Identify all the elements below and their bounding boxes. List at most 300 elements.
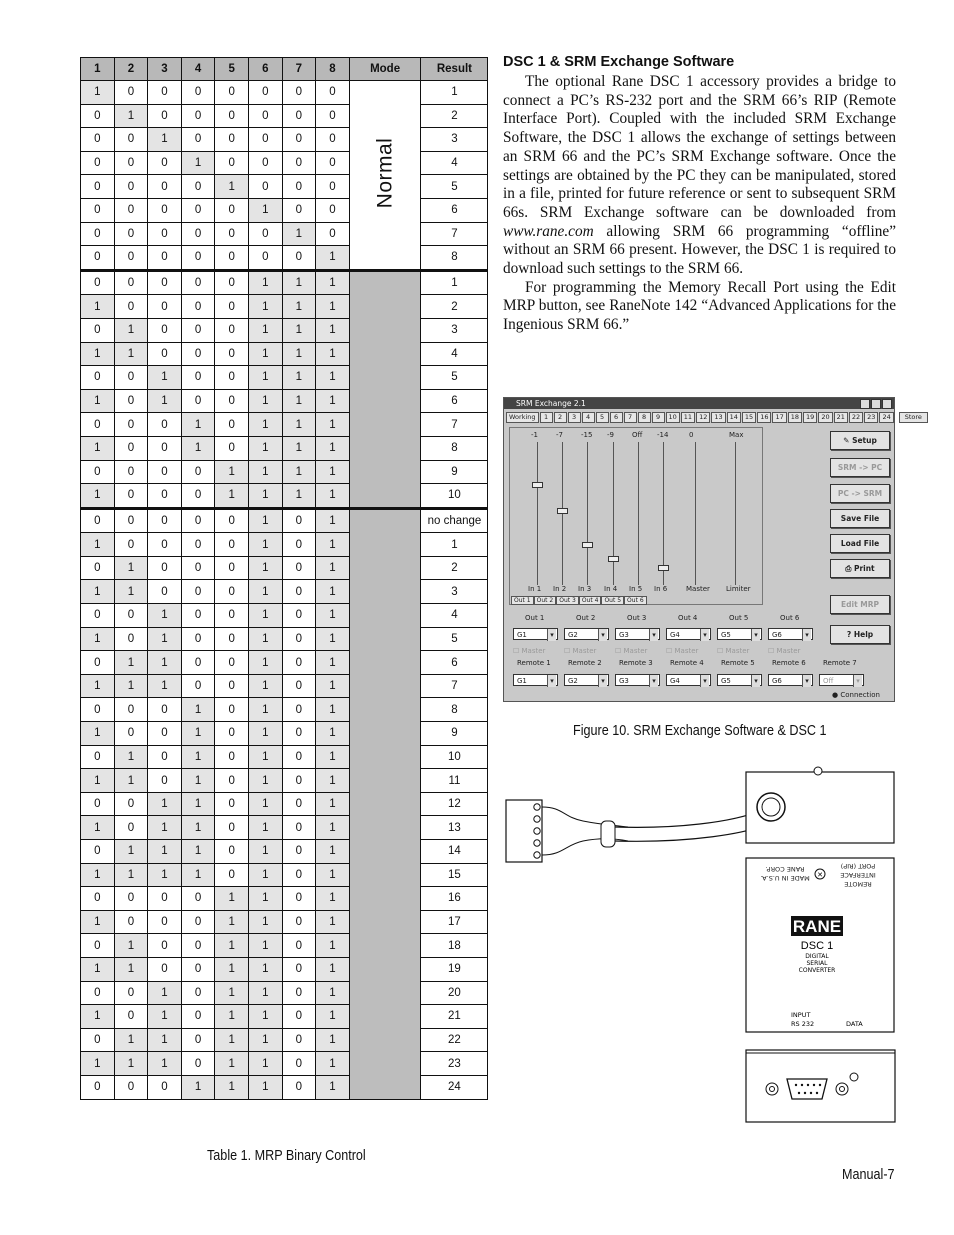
bit-cell: 1	[215, 484, 249, 509]
bit-cell: 1	[316, 745, 350, 769]
bit-cell: 0	[81, 222, 115, 246]
bit-cell: 0	[282, 1052, 316, 1076]
table-row	[81, 840, 488, 864]
column-header: 8	[316, 58, 350, 81]
result-cell: 6	[421, 389, 488, 413]
bit-cell: 1	[181, 863, 215, 887]
bit-cell: 0	[81, 104, 115, 128]
srm-to-pc-button[interactable]: SRM -> PC	[830, 458, 890, 477]
bit-cell: 0	[215, 198, 249, 222]
bit-cell: 1	[248, 366, 282, 390]
bit-cell: 0	[148, 342, 182, 366]
master-checkbox[interactable]: ☐ Master	[717, 647, 750, 655]
bit-cell: 1	[248, 295, 282, 319]
bit-cell: 0	[282, 198, 316, 222]
memory-tab[interactable]: 10	[666, 412, 680, 423]
master-checkbox[interactable]: ☐ Master	[564, 647, 597, 655]
save-file-button[interactable]: Save File	[830, 509, 890, 528]
bit-cell: 1	[248, 198, 282, 222]
interface-text: INTERFACE	[840, 871, 876, 879]
bit-cell: 1	[248, 604, 282, 628]
bit-cell: 0	[114, 270, 148, 295]
mode-cell	[349, 81, 421, 271]
fader-value: -14	[657, 431, 669, 439]
bit-cell: 0	[282, 816, 316, 840]
output-tab[interactable]: Out 2	[534, 596, 557, 605]
bit-cell: 0	[81, 151, 115, 175]
bit-cell: 1	[114, 863, 148, 887]
memory-tab[interactable]: 2	[554, 412, 567, 423]
bit-cell: 1	[248, 722, 282, 746]
result-cell: 16	[421, 887, 488, 911]
output-tab[interactable]: Out 3	[556, 596, 579, 605]
remote-group-select[interactable]: G6 ▾	[768, 674, 813, 686]
bit-cell: 1	[81, 863, 115, 887]
table-row	[81, 863, 488, 887]
output-group-select[interactable]: G5 ▾	[717, 628, 762, 640]
bit-cell: 0	[215, 508, 249, 533]
bit-cell: 1	[114, 840, 148, 864]
bit-cell: 0	[181, 910, 215, 934]
bit-cell: 0	[181, 198, 215, 222]
bit-cell: 1	[248, 957, 282, 981]
bit-cell: 1	[316, 246, 350, 271]
bit-cell: 1	[181, 151, 215, 175]
table-row	[81, 413, 488, 437]
bit-cell: 0	[181, 627, 215, 651]
rane-website-link[interactable]: www.rane.com	[503, 222, 594, 240]
result-cell: no change	[421, 508, 488, 533]
bit-cell: 1	[215, 1075, 249, 1099]
bit-cell: 0	[282, 1028, 316, 1052]
memory-tab[interactable]: 3	[568, 412, 581, 423]
memory-tab[interactable]: 9	[652, 412, 665, 423]
fader-knob[interactable]	[582, 542, 593, 548]
remote-group-select[interactable]: G4 ▾	[666, 674, 711, 686]
page-number: Manual-7	[842, 1166, 895, 1183]
bit-cell: 0	[215, 745, 249, 769]
bit-cell: 0	[282, 128, 316, 152]
table-row	[81, 295, 488, 319]
load-file-button[interactable]: Load File	[830, 534, 890, 553]
bit-cell: 1	[316, 1028, 350, 1052]
bit-cell: 1	[81, 295, 115, 319]
bit-cell: 0	[81, 792, 115, 816]
desc-line-3: CONVERTER	[798, 967, 836, 974]
fader-knob[interactable]	[557, 508, 568, 514]
print-button[interactable]	[830, 559, 890, 578]
fader-knob[interactable]	[608, 556, 619, 562]
minimize-icon[interactable]	[860, 399, 870, 409]
result-cell: 14	[421, 840, 488, 864]
bit-cell: 1	[148, 816, 182, 840]
memory-tab[interactable]: 4	[582, 412, 595, 423]
table-row	[81, 698, 488, 722]
remote-group-select[interactable]: G2 ▾	[564, 674, 609, 686]
output-tab[interactable]: Out 5	[601, 596, 624, 605]
output-label: Out 1	[525, 614, 545, 622]
bit-cell: 1	[114, 318, 148, 342]
bit-cell: 1	[148, 366, 182, 390]
column-header: 1	[81, 58, 115, 81]
pc-to-srm-button[interactable]: PC -> SRM	[830, 484, 890, 503]
bit-cell: 1	[248, 508, 282, 533]
table-row	[81, 81, 488, 105]
made-in-usa-text: MADE IN U.S.A.	[760, 874, 810, 882]
fader-value: -9	[607, 431, 614, 439]
bit-cell: 0	[81, 604, 115, 628]
bit-cell: 0	[81, 413, 115, 437]
memory-tab[interactable]: 19	[803, 412, 817, 423]
memory-tab[interactable]: 22	[849, 412, 863, 423]
remote-label: Remote 6	[772, 659, 806, 667]
bit-cell: 1	[148, 651, 182, 675]
master-checkbox[interactable]: ☐ Master	[513, 647, 546, 655]
bit-cell: 0	[114, 1075, 148, 1099]
bit-cell: 1	[248, 389, 282, 413]
remote-group-select[interactable]: Off ▾	[819, 674, 864, 686]
mode-cell	[349, 270, 421, 508]
remote-group-select[interactable]: G5 ▾	[717, 674, 762, 686]
bit-cell: 0	[181, 651, 215, 675]
bit-cell: 0	[215, 792, 249, 816]
result-cell: 20	[421, 981, 488, 1005]
table-row	[81, 627, 488, 651]
help-button[interactable]	[830, 625, 890, 644]
fader-value: Max	[729, 431, 744, 439]
fader-knob[interactable]	[532, 482, 543, 488]
bit-cell: 0	[148, 556, 182, 580]
rs232-label: RS 232	[791, 1020, 815, 1028]
bit-cell: 0	[81, 198, 115, 222]
bit-cell: 1	[282, 366, 316, 390]
maximize-icon[interactable]	[871, 399, 881, 409]
column-header: 6	[248, 58, 282, 81]
bit-cell: 0	[148, 81, 182, 105]
memory-tab[interactable]: 1	[540, 412, 553, 423]
bit-cell: 0	[282, 175, 316, 199]
output-group-select[interactable]: G3 ▾	[615, 628, 660, 640]
bit-cell: 0	[114, 389, 148, 413]
bit-cell: 0	[248, 104, 282, 128]
bit-cell: 0	[215, 295, 249, 319]
bit-cell: 1	[248, 1028, 282, 1052]
bit-cell: 0	[248, 81, 282, 105]
memory-tab[interactable]: 23	[864, 412, 878, 423]
memory-tab[interactable]: 5	[596, 412, 609, 423]
fader-value: -1	[531, 431, 538, 439]
table-row	[81, 389, 488, 413]
bit-cell: 0	[248, 246, 282, 271]
bit-cell: 0	[215, 81, 249, 105]
data-label: DATA	[846, 1020, 863, 1028]
bit-cell: 1	[316, 484, 350, 509]
bit-cell: 0	[215, 366, 249, 390]
bit-cell: 1	[248, 342, 282, 366]
master-checkbox[interactable]: ☐ Master	[666, 647, 699, 655]
bit-cell: 0	[316, 198, 350, 222]
bit-cell: 0	[181, 484, 215, 509]
table-row	[81, 104, 488, 128]
bit-cell: 1	[114, 957, 148, 981]
memory-tab[interactable]: 8	[638, 412, 651, 423]
bit-cell: 0	[215, 651, 249, 675]
memory-tab[interactable]: 16	[757, 412, 771, 423]
table-row	[81, 1052, 488, 1076]
table-row	[81, 981, 488, 1005]
result-cell: 17	[421, 910, 488, 934]
bit-cell: 0	[282, 1005, 316, 1029]
fader-label: Limiter	[726, 585, 751, 593]
fader-value: 0	[689, 431, 694, 439]
bit-cell: 0	[148, 436, 182, 460]
memory-tab[interactable]: 21	[834, 412, 848, 423]
remote-label: Remote 2	[568, 659, 602, 667]
result-cell: 2	[421, 295, 488, 319]
table-row	[81, 957, 488, 981]
memory-tab[interactable]: 12	[696, 412, 710, 423]
bit-cell: 0	[282, 651, 316, 675]
bit-cell: 0	[282, 769, 316, 793]
bit-cell: 0	[148, 198, 182, 222]
bit-cell: 0	[148, 413, 182, 437]
bit-cell: 0	[215, 342, 249, 366]
bit-cell: 1	[316, 957, 350, 981]
remote-label: Remote 7	[823, 659, 857, 667]
bit-cell: 1	[114, 769, 148, 793]
fader-panel	[509, 427, 763, 605]
cable-connector	[506, 800, 778, 862]
bit-cell: 0	[114, 792, 148, 816]
bit-cell: 1	[248, 1005, 282, 1029]
bit-cell: 0	[148, 104, 182, 128]
bit-cell: 1	[81, 674, 115, 698]
bit-cell: 0	[215, 222, 249, 246]
bit-cell: 0	[148, 910, 182, 934]
bit-cell: 0	[282, 934, 316, 958]
table-row	[81, 910, 488, 934]
bit-cell: 0	[114, 413, 148, 437]
output-tab[interactable]: Out 1	[511, 596, 534, 605]
result-cell: 1	[421, 270, 488, 295]
remote-group-select[interactable]: G1 ▾	[513, 674, 558, 686]
bit-cell: 1	[181, 436, 215, 460]
bit-cell: 0	[114, 508, 148, 533]
fader-label: In 6	[654, 585, 668, 593]
bit-cell: 1	[248, 318, 282, 342]
column-header: Result	[421, 58, 488, 81]
article	[503, 54, 896, 335]
bit-cell: 0	[81, 175, 115, 199]
output-group-select[interactable]: G4 ▾	[666, 628, 711, 640]
svg-text:✕: ✕	[817, 871, 823, 879]
dsc1-device-drawing	[503, 763, 897, 1125]
bit-cell: 0	[282, 556, 316, 580]
setup-button[interactable]	[830, 431, 890, 450]
bit-cell: 0	[148, 295, 182, 319]
result-cell: 6	[421, 198, 488, 222]
bit-cell: 1	[215, 981, 249, 1005]
bit-cell: 1	[316, 508, 350, 533]
connection-indicator: ● Connection	[832, 691, 880, 699]
srm-exchange-screenshot	[503, 397, 922, 702]
result-cell: 5	[421, 175, 488, 199]
output-tab[interactable]: Out 4	[579, 596, 602, 605]
bit-cell: 0	[316, 151, 350, 175]
bit-cell: 0	[81, 1028, 115, 1052]
memory-tabs	[506, 412, 928, 423]
table-row	[81, 270, 488, 295]
bit-cell: 1	[248, 580, 282, 604]
bit-cell: 1	[248, 674, 282, 698]
bit-cell: 0	[282, 104, 316, 128]
bit-cell: 0	[114, 604, 148, 628]
result-cell: 5	[421, 366, 488, 390]
bit-cell: 0	[181, 270, 215, 295]
result-cell: 5	[421, 627, 488, 651]
bit-cell: 0	[114, 175, 148, 199]
window-title: SRM Exchange 2.1	[516, 399, 586, 408]
bit-cell: 0	[215, 533, 249, 557]
bit-cell: 1	[248, 460, 282, 484]
bit-cell: 1	[316, 840, 350, 864]
output-tab[interactable]: Out 6	[624, 596, 647, 605]
bit-cell: 1	[248, 484, 282, 509]
bit-cell: 0	[181, 318, 215, 342]
remote-group-select[interactable]: G3 ▾	[615, 674, 660, 686]
result-cell: 19	[421, 957, 488, 981]
table-row	[81, 198, 488, 222]
bit-cell: 1	[248, 745, 282, 769]
memory-tab[interactable]: 11	[681, 412, 695, 423]
column-header: 3	[148, 58, 182, 81]
bit-cell: 0	[148, 175, 182, 199]
bit-cell: 0	[181, 1028, 215, 1052]
bit-cell: 1	[248, 270, 282, 295]
bit-cell: 0	[181, 104, 215, 128]
bit-cell: 0	[114, 722, 148, 746]
master-checkbox[interactable]: ☐ Master	[615, 647, 648, 655]
fader-knob[interactable]	[658, 565, 669, 571]
memory-tab[interactable]: 17	[772, 412, 786, 423]
bit-cell: 0	[148, 533, 182, 557]
bit-cell: 1	[114, 745, 148, 769]
bit-cell: 1	[248, 792, 282, 816]
bit-cell: 1	[181, 840, 215, 864]
bit-cell: 1	[248, 413, 282, 437]
bit-cell: 1	[181, 816, 215, 840]
bit-cell: 0	[215, 674, 249, 698]
bit-cell: 0	[181, 295, 215, 319]
desc-line-2: SERIAL	[806, 960, 828, 967]
bit-cell: 1	[148, 128, 182, 152]
bit-cell: 1	[148, 627, 182, 651]
bit-cell: 1	[282, 436, 316, 460]
bit-cell: 1	[148, 1052, 182, 1076]
bit-cell: 0	[215, 104, 249, 128]
bit-cell: 1	[148, 604, 182, 628]
remote-text: REMOTE	[844, 880, 872, 888]
memory-tab[interactable]: 6	[610, 412, 623, 423]
memory-tab[interactable]: 18	[788, 412, 802, 423]
fader-label: In 1	[528, 585, 542, 593]
edit-mrp-button[interactable]: Edit MRP	[830, 595, 890, 614]
fader-label: In 3	[578, 585, 592, 593]
bit-cell: 1	[248, 1075, 282, 1099]
result-cell: 1	[421, 81, 488, 105]
bit-cell: 0	[114, 981, 148, 1005]
close-icon[interactable]	[882, 399, 892, 409]
bit-cell: 1	[181, 413, 215, 437]
bit-cell: 0	[81, 318, 115, 342]
store-tab[interactable]: Store	[899, 412, 928, 423]
bit-cell: 1	[81, 910, 115, 934]
bit-cell: 0	[114, 81, 148, 105]
bit-cell: 0	[114, 151, 148, 175]
table-row	[81, 722, 488, 746]
bit-cell: 0	[181, 934, 215, 958]
bit-cell: 0	[316, 104, 350, 128]
output-group-select[interactable]: G6 ▾	[768, 628, 813, 640]
bit-cell: 1	[81, 816, 115, 840]
bit-cell: 0	[114, 910, 148, 934]
bit-cell: 1	[316, 295, 350, 319]
memory-tab[interactable]: Working	[506, 412, 539, 423]
master-checkbox[interactable]: ☐ Master	[768, 647, 801, 655]
bit-cell: 1	[181, 1075, 215, 1099]
memory-tab[interactable]: 14	[727, 412, 741, 423]
result-cell: 10	[421, 484, 488, 509]
table-row	[81, 1005, 488, 1029]
table-row	[81, 745, 488, 769]
bit-cell: 0	[148, 484, 182, 509]
bit-cell: 0	[114, 1005, 148, 1029]
output-group-select[interactable]: G1 ▾	[513, 628, 558, 640]
bit-cell: 1	[181, 792, 215, 816]
bit-cell: 1	[316, 1075, 350, 1099]
table-row	[81, 1028, 488, 1052]
table-row	[81, 175, 488, 199]
memory-tab[interactable]: 13	[711, 412, 725, 423]
bit-cell: 1	[215, 1005, 249, 1029]
memory-tab[interactable]: 15	[742, 412, 756, 423]
memory-tab[interactable]: 24	[879, 412, 893, 423]
bit-cell: 1	[81, 627, 115, 651]
bit-cell: 0	[282, 533, 316, 557]
bit-cell: 1	[316, 436, 350, 460]
fader-label: In 2	[553, 585, 567, 593]
bit-cell: 0	[148, 745, 182, 769]
bit-cell: 0	[114, 698, 148, 722]
bit-cell: 1	[81, 533, 115, 557]
bit-cell: 0	[148, 508, 182, 533]
rane-corp-text: RANE CORP.	[765, 865, 805, 873]
bit-cell: 1	[316, 627, 350, 651]
bit-cell: 1	[81, 1052, 115, 1076]
bit-cell: 1	[316, 270, 350, 295]
memory-tab[interactable]: 20	[818, 412, 832, 423]
output-group-select[interactable]: G2 ▾	[564, 628, 609, 640]
table-row	[81, 792, 488, 816]
bit-cell: 1	[248, 981, 282, 1005]
memory-tab[interactable]: 7	[624, 412, 637, 423]
figure-caption: Figure 10. SRM Exchange Software & DSC 1	[573, 722, 827, 739]
fader-label: In 4	[604, 585, 618, 593]
bit-cell: 0	[316, 81, 350, 105]
bit-cell: 0	[181, 981, 215, 1005]
bit-cell: 0	[81, 745, 115, 769]
bit-cell: 0	[181, 887, 215, 911]
